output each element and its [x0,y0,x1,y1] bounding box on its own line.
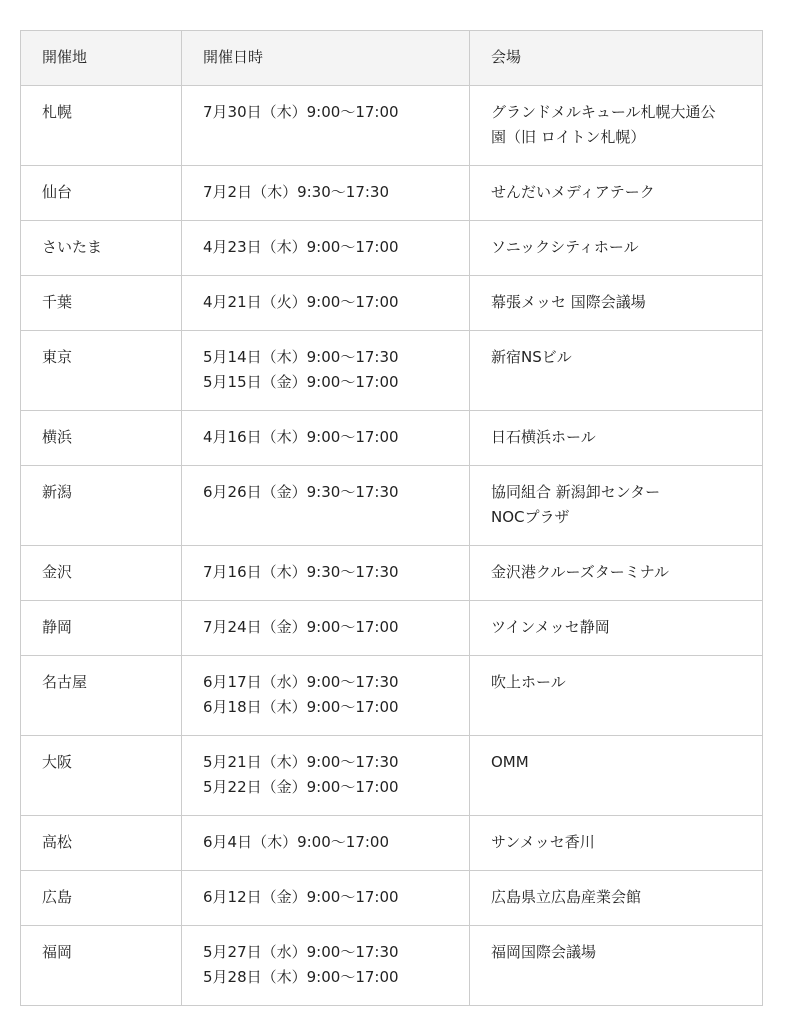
venue-line: グランドメルキュール札幌大通公 [491,103,716,121]
cell-datetime [182,331,470,411]
datetime-line: 7月24日（金）9:00〜17:00 [203,618,399,636]
cell-datetime [182,86,470,166]
cell-datetime [182,871,470,926]
cell-place: 高松 [21,816,182,871]
cell-place: 新潟 [21,466,182,546]
datetime-line: 5月22日（金）9:00〜17:00 [203,778,399,796]
cell-venue [470,86,763,166]
cell-datetime [182,656,470,736]
cell-place: 横浜 [21,411,182,466]
cell-place: 大阪 [21,736,182,816]
cell-place: 福岡 [21,926,182,1006]
venue-line: 金沢港クルーズターミナル [491,563,670,581]
cell-place: 広島 [21,871,182,926]
venue-line: 福岡国際会議場 [491,943,597,961]
datetime-line: 6月26日（金）9:30〜17:30 [203,483,399,501]
cell-venue [470,656,763,736]
datetime-line: 5月21日（木）9:00〜17:30 [203,753,399,771]
cell-datetime [182,166,470,221]
table-row [21,221,763,276]
venue-line: ツインメッセ静岡 [491,618,610,636]
schedule-table [20,30,763,1006]
datetime-line: 7月16日（木）9:30〜17:30 [203,563,399,581]
datetime-line: 4月21日（火）9:00〜17:00 [203,293,399,311]
venue-line: 協同組合 新潟卸センター [491,483,661,501]
cell-datetime [182,546,470,601]
cell-datetime [182,466,470,546]
cell-place: 金沢 [21,546,182,601]
cell-venue [470,926,763,1006]
datetime-line: 5月14日（木）9:00〜17:30 [203,348,399,366]
table-row [21,871,763,926]
header-venue: 会場 [470,31,763,86]
cell-venue [470,411,763,466]
cell-place: 仙台 [21,166,182,221]
table-row [21,601,763,656]
cell-venue [470,736,763,816]
datetime-line: 6月12日（金）9:00〜17:00 [203,888,399,906]
datetime-line: 6月17日（水）9:00〜17:30 [203,673,399,691]
datetime-line: 4月23日（木）9:00〜17:00 [203,238,399,256]
cell-datetime [182,926,470,1006]
table-row [21,656,763,736]
table-row [21,331,763,411]
venue-line: 日石横浜ホール [491,428,596,446]
header-place: 開催地 [21,31,182,86]
table-header [21,31,763,86]
venue-line: せんだいメディアテーク [491,183,655,201]
datetime-line: 6月4日（木）9:00〜17:00 [203,833,389,851]
cell-venue [470,166,763,221]
cell-venue [470,546,763,601]
table-row [21,166,763,221]
cell-place: 千葉 [21,276,182,331]
cell-datetime [182,221,470,276]
venue-line: 吹上ホール [491,673,566,691]
table-row [21,546,763,601]
venue-line: 新宿NSビル [491,348,572,366]
table-row [21,276,763,331]
cell-venue [470,601,763,656]
table-row [21,816,763,871]
cell-datetime [182,276,470,331]
venue-line: OMM [491,753,529,771]
table-body [21,86,763,1006]
datetime-line: 7月2日（木）9:30〜17:30 [203,183,389,201]
venue-line: 幕張メッセ 国際会議場 [491,293,646,311]
table-row [21,736,763,816]
table-row [21,411,763,466]
cell-datetime [182,736,470,816]
venue-line: NOCプラザ [491,508,570,526]
cell-venue [470,221,763,276]
cell-place: 東京 [21,331,182,411]
venue-line: ソニックシティホール [491,238,639,256]
cell-venue [470,331,763,411]
cell-datetime [182,411,470,466]
cell-place: 札幌 [21,86,182,166]
header-datetime: 開催日時 [182,31,470,86]
datetime-line: 6月18日（木）9:00〜17:00 [203,698,399,716]
schedule-table-wrapper [20,30,762,1006]
datetime-line: 5月27日（水）9:00〜17:30 [203,943,399,961]
cell-place: さいたま [21,221,182,276]
datetime-line: 7月30日（木）9:00〜17:00 [203,103,399,121]
cell-datetime [182,816,470,871]
datetime-line: 5月28日（木）9:00〜17:00 [203,968,399,986]
venue-line: 園（旧 ロイトン札幌） [491,128,646,146]
table-row [21,86,763,166]
cell-venue [470,871,763,926]
header-row [21,31,763,86]
table-row [21,466,763,546]
datetime-line: 4月16日（木）9:00〜17:00 [203,428,399,446]
cell-venue [470,816,763,871]
cell-venue [470,276,763,331]
cell-datetime [182,601,470,656]
venue-line: 広島県立広島産業会館 [491,888,642,906]
cell-place: 静岡 [21,601,182,656]
cell-place: 名古屋 [21,656,182,736]
table-row [21,926,763,1006]
venue-line: サンメッセ香川 [491,833,595,851]
cell-venue [470,466,763,546]
datetime-line: 5月15日（金）9:00〜17:00 [203,373,399,391]
